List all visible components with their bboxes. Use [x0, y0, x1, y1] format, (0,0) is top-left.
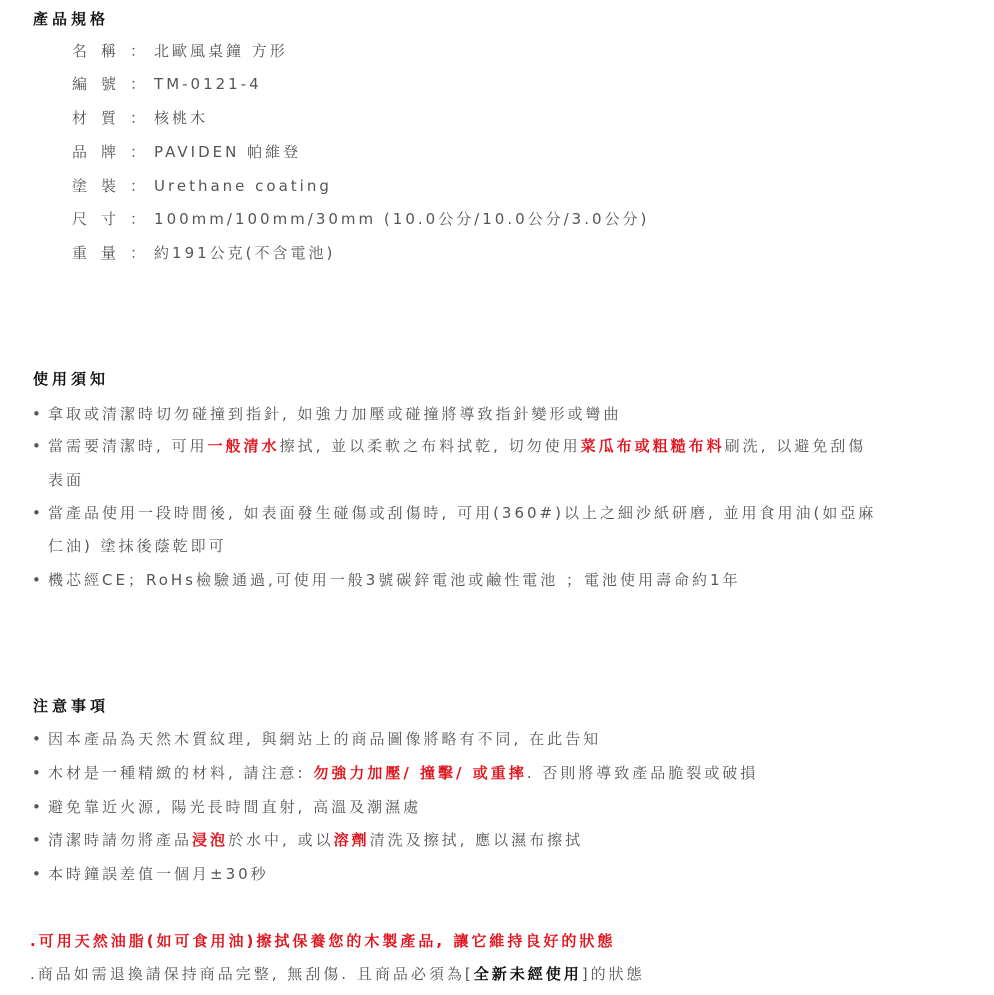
notes-item-text: 木材是一種精緻的材料, 請注意:	[48, 764, 314, 782]
footer-text: .商品如需退換請保持商品完整, 無刮傷. 且商品必須為[	[30, 965, 474, 983]
usage-section-title: 使用須知	[33, 370, 110, 388]
notes-item-text: 清潔時請勿將產品	[48, 831, 193, 849]
bullet: •	[32, 730, 44, 748]
usage-item-3	[32, 502, 876, 523]
usage-item-text: 機芯經CE；RoHs檢驗通過,可使用一般3號碳鋅電池或鹼性電池 ；電池使用壽命約1年	[48, 571, 741, 589]
spec-label: 品牌	[72, 143, 131, 161]
usage-item-3-continued: 仁油) 塗抹後蔭乾即可	[48, 537, 227, 555]
notes-item-3	[32, 796, 421, 817]
highlight-no-impact: 勿強力加壓/ 撞擊/ 或重摔	[313, 764, 527, 782]
spec-row-material	[72, 107, 208, 128]
highlight-clean-water: 一般清水	[207, 437, 280, 455]
usage-item-text: 刷洗, 以避免刮傷	[724, 437, 867, 455]
notes-item-text: 避免靠近火源, 陽光長時間直射, 高溫及潮濕處	[48, 798, 422, 816]
spec-row-brand	[72, 141, 301, 162]
spec-separator: ：	[130, 42, 149, 60]
usage-item-text: 當產品使用一段時間後, 如表面發生碰傷或刮傷時, 可用(360#)以上之細沙紙研磨, 並用食用油(如亞麻	[48, 504, 877, 522]
spec-label: 尺寸	[72, 210, 131, 228]
spec-value: 北歐風桌鐘 方形	[154, 42, 288, 60]
highlight-solvent: 溶劑	[333, 831, 370, 849]
spec-label: 材質	[72, 109, 131, 127]
spec-row-coating	[72, 175, 332, 196]
spec-value: 100mm/100mm/30mm (10.0公分/10.0公分/3.0公分)	[154, 210, 650, 228]
spec-separator: ：	[130, 244, 149, 262]
usage-item-2-continued: 表面	[48, 471, 85, 489]
footer-text: ]的狀態	[581, 965, 645, 983]
footer-return-policy	[30, 963, 645, 984]
spec-label: 編號	[72, 75, 131, 93]
spec-value: 約191公克(不含電池)	[154, 244, 336, 262]
bullet: •	[32, 571, 44, 589]
footer-new-unused: 全新未經使用	[473, 965, 582, 983]
notes-item-text: 因本產品為天然木質紋理, 與網站上的商品圖像將略有不同, 在此告知	[48, 730, 602, 748]
bullet: •	[32, 504, 44, 522]
notes-item-text: 清洗及擦拭, 應以濕布擦拭	[369, 831, 584, 849]
notes-item-text: 於水中, 或以	[228, 831, 334, 849]
spec-row-weight	[72, 242, 335, 263]
bullet: •	[32, 865, 44, 883]
spec-value: Urethane coating	[154, 177, 332, 195]
bullet: •	[32, 764, 44, 782]
spec-section-title: 產品規格	[33, 10, 110, 28]
usage-item-text: 拿取或清潔時切勿碰撞到指針, 如強力加壓或碰撞將導致指針變形或彎曲	[48, 405, 622, 423]
spec-label: 重量	[72, 244, 131, 262]
notes-item-text: . 否則將導致產品脆裂或破損	[526, 764, 759, 782]
usage-item-text: 當需要清潔時, 可用	[48, 437, 208, 455]
spec-separator: ：	[130, 75, 149, 93]
spec-separator: ：	[130, 177, 149, 195]
spec-row-size	[72, 208, 649, 229]
notes-item-4	[32, 829, 583, 850]
bullet: •	[32, 437, 44, 455]
spec-row-name	[72, 40, 288, 61]
usage-item-1	[32, 403, 622, 424]
spec-separator: ：	[130, 143, 149, 161]
usage-item-4	[32, 569, 741, 590]
spec-value: TM-0121-4	[154, 75, 262, 93]
notes-item-1	[32, 728, 601, 749]
spec-separator: ：	[130, 210, 149, 228]
spec-separator: ：	[130, 109, 149, 127]
bullet: •	[32, 798, 44, 816]
notes-item-2	[32, 762, 758, 783]
notes-item-text: 本時鐘誤差值一個月±30秒	[48, 865, 269, 883]
bullet: •	[32, 405, 44, 423]
bullet: •	[32, 831, 44, 849]
spec-label: 名稱	[72, 42, 131, 60]
notes-section-title: 注意事項	[33, 697, 110, 715]
spec-label: 塗裝	[72, 177, 131, 195]
highlight-rough-cloth: 菜瓜布或粗糙布料	[580, 437, 725, 455]
spec-row-code	[72, 73, 262, 94]
usage-item-2	[32, 435, 866, 456]
usage-item-text: 擦拭, 並以柔軟之布料拭乾, 切勿使用	[279, 437, 581, 455]
notes-item-5	[32, 863, 269, 884]
highlight-soak: 浸泡	[192, 831, 229, 849]
spec-value: 核桃木	[154, 109, 209, 127]
footer-oil-care: .可用天然油脂(如可食用油)擦拭保養您的木製產品, 讓它維持良好的狀態	[30, 932, 616, 950]
spec-value: PAVIDEN 帕維登	[154, 143, 302, 161]
